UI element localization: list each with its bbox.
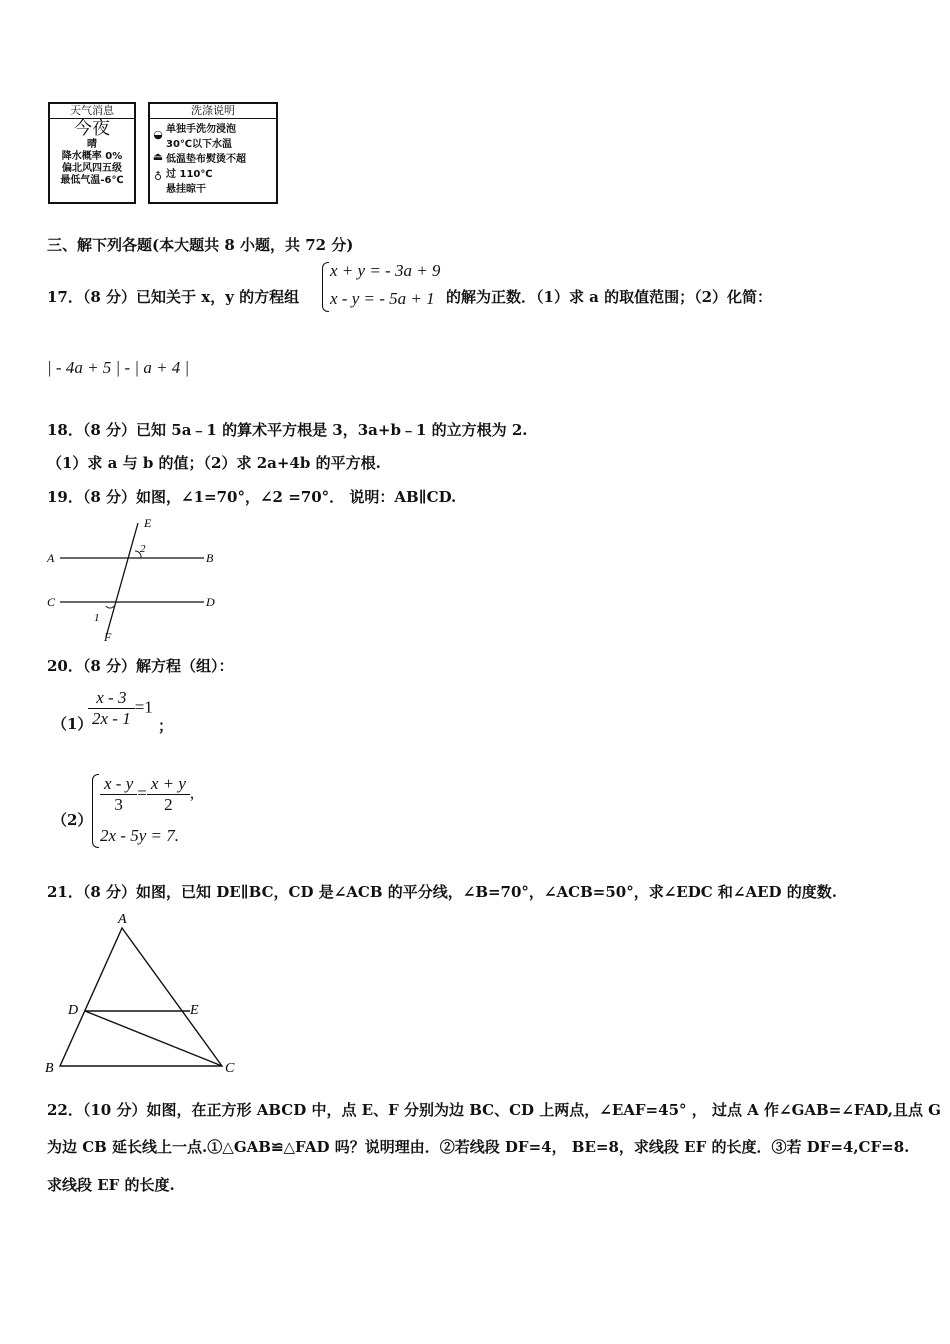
wash-line-4: 过 110℃ bbox=[166, 169, 213, 180]
q18-line1: 18．（8 分）已知 5a﹣1 的算术平方根是 3，3a+b﹣1 的立方根为 2. bbox=[47, 421, 528, 439]
wash-box-header: 洗涤说明 bbox=[150, 104, 276, 119]
wash-line-5: 悬挂晾干 bbox=[166, 184, 206, 195]
weather-line-3: 偏北风四五级 bbox=[62, 163, 122, 174]
label-b: B bbox=[206, 551, 214, 565]
q22-line3: 求线段 EF 的长度. bbox=[47, 1176, 175, 1194]
q22-line2: 为边 CB 延长线上一点.①△GAB≌△FAD 吗？说明理由．②若线段 DF=4， BE=8，求线段 EF 的长度．③若 DF=4,CF=8. bbox=[47, 1138, 910, 1156]
q20-part1-label: （1） bbox=[52, 715, 93, 733]
q20-part1-equation bbox=[88, 688, 153, 729]
q17-lead: 17．（8 分）已知关于 x，y 的方程组 bbox=[47, 288, 300, 306]
q20-part2-eq2: 2x - 5y = 7. bbox=[100, 826, 179, 845]
q18-line2: （1）求 a 与 b 的值；（2）求 2a+4b 的平方根. bbox=[47, 454, 381, 472]
iron-icon: ⏏ bbox=[152, 150, 164, 163]
q20-p2-denominator-1: 3 bbox=[114, 795, 123, 814]
hang-dry-icon: ♁ bbox=[153, 170, 163, 183]
wash-line-2: 30℃以下水温 bbox=[166, 139, 233, 150]
weather-line-2: 降水概率 0% bbox=[61, 151, 123, 162]
wash-line-1: 单独手洗勿浸泡 bbox=[166, 124, 236, 135]
q21-triangle-figure bbox=[40, 908, 250, 1078]
label-angle-1: 1 bbox=[94, 612, 100, 624]
q17-expression: | - 4a + 5 | - | a + 4 | bbox=[47, 358, 190, 377]
label-d: D bbox=[206, 595, 215, 609]
q20-p1-rhs: =1 bbox=[134, 697, 153, 717]
q20-p2-numerator-1: x - y bbox=[100, 774, 137, 795]
label-e: E bbox=[144, 516, 152, 530]
washing-instructions-box bbox=[148, 102, 278, 204]
label-b: B bbox=[45, 1061, 54, 1076]
q20-p2-denominator-2: 2 bbox=[164, 795, 173, 814]
section-3-title: 三、解下列各题(本大题共 8 小题，共 72 分) bbox=[47, 236, 354, 254]
weather-box-header: 天气消息 bbox=[50, 104, 134, 119]
wash-tub-icon: ◒ bbox=[153, 128, 163, 141]
q20-p2-numerator-2: x + y bbox=[147, 774, 190, 795]
q17-eq2: x - y = - 5a + 1 bbox=[330, 289, 435, 308]
label-f: F bbox=[104, 630, 112, 644]
q22-line1: 22．（10 分）如图，在正方形 ABCD 中，点 E、F 分别为边 BC、CD 上两点，∠EAF=45° ， 过点 A 作∠GAB=∠FAD,且点 G bbox=[47, 1101, 941, 1119]
label-c: C bbox=[225, 1061, 235, 1076]
q17-eq1: x + y = - 3a + 9 bbox=[330, 261, 441, 280]
q17-tail: 的解为正数．（1）求 a 的取值范围；（2）化简： bbox=[446, 288, 773, 306]
q20-p2-comma: , bbox=[189, 783, 195, 803]
label-a: A bbox=[118, 912, 127, 927]
q17-system-brace bbox=[322, 262, 329, 312]
weather-notice-box bbox=[48, 102, 136, 204]
q19-parallel-lines-figure bbox=[44, 515, 224, 645]
transversal-ef bbox=[106, 523, 138, 637]
angle-1-arc bbox=[106, 606, 114, 608]
q20-p2-equals: = bbox=[137, 783, 147, 803]
q20-part1-end: ； bbox=[158, 717, 174, 735]
label-a: A bbox=[47, 551, 55, 565]
q20-p1-numerator: x - 3 bbox=[88, 688, 135, 709]
q20-part2-eq1 bbox=[100, 774, 194, 815]
label-d: D bbox=[68, 1003, 79, 1018]
q20-title: 20．（8 分）解方程（组）： bbox=[47, 657, 234, 675]
wash-line-3: 低温垫布熨烫不超 bbox=[166, 154, 246, 165]
weather-box-big: 今夜 bbox=[74, 118, 110, 139]
weather-line-1: 晴 bbox=[87, 139, 97, 150]
label-angle-2: 2 bbox=[140, 543, 146, 555]
q20-system-brace bbox=[92, 774, 99, 848]
q21-text: 21．（8 分）如图，已知 DE∥BC，CD 是∠ACB 的平分线，∠B=70°，∠ACB=50°，求∠EDC 和∠AED 的度数. bbox=[47, 883, 837, 901]
q20-p1-denominator: 2x - 1 bbox=[92, 709, 131, 728]
label-c: C bbox=[47, 595, 56, 609]
label-e: E bbox=[190, 1003, 199, 1018]
q19-text: 19．（8 分）如图，∠1=70°，∠2 =70°． 说明：AB∥CD. bbox=[47, 488, 457, 506]
weather-line-4: 最低气温-6℃ bbox=[60, 175, 124, 186]
triangle-abc bbox=[60, 928, 222, 1066]
q20-part2-label: （2） bbox=[52, 811, 93, 829]
